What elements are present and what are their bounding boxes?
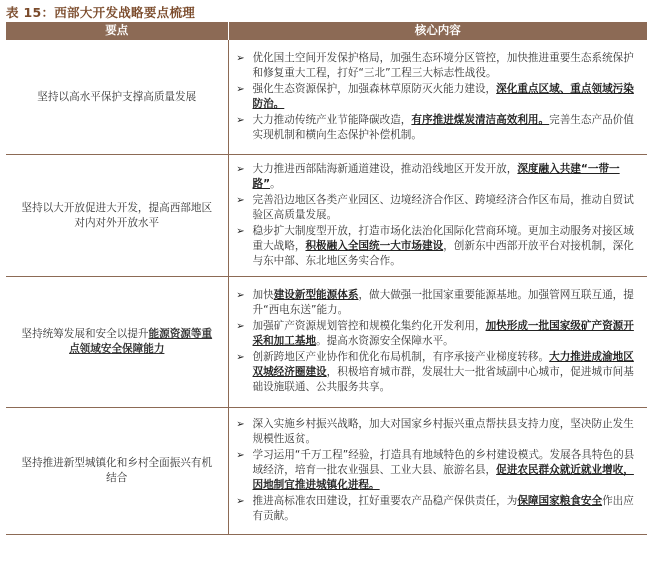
emphasis-text: 积极融入全国统一大市场建设 [305,239,444,252]
text-segment: ，创新东中西部开放平台对接机制，深化与东中部、东北地区务实合作。 [252,239,634,267]
text-segment: ，积极培育城市群，发展壮大一批省域副中心城市，促进城市间基础设施联通、公共服务共享。 [252,366,634,393]
arrow-bullet-icon: ➢ [236,450,245,461]
text-segment: 学习运用“千万工程”经验，打造具有地域特色的乡村建设模式。发展各具特色的县域经济，培育一批农业强县、工业大县、旅游名县， [252,449,635,476]
list-item [229,448,638,493]
list-item [229,417,638,447]
header-key-points: 要点 [6,22,228,40]
arrow-bullet-icon: ➢ [236,290,245,301]
list-item-text [253,224,638,269]
core-content-cell [228,277,647,408]
arrow-bullet-icon: ➢ [236,194,245,206]
arrow-bullet-icon: ➢ [236,114,245,126]
list-item [229,494,638,524]
list-item-text [253,193,638,223]
core-content-cell [228,408,647,535]
text-segment: 完善沿边地区各类产业园区、边境经济合作区、跨境经济合作区布局，推动自贸试验区高质量发展。 [252,193,634,221]
list-item [229,319,638,349]
emphasis-text: 深化重点区域、重点领域污染防治。 [252,82,634,110]
core-content-cell [228,40,647,155]
table-row [6,155,647,277]
list-item-text [253,51,638,81]
emphasis-text: 加快形成一批国家级矿产资源开采和加工基地 [252,320,634,347]
arrow-bullet-icon: ➢ [236,352,245,363]
text-segment: 加快 [252,289,274,301]
core-content-cell [228,155,647,277]
text-segment: 优化国土空间开发保护格局，加强生态环境分区管控，加快推进重要生态系统保护和修复重大工程，打好“三北”工程三大标志性战役。 [252,51,634,79]
text-segment: 强化生态资源保护，加强森林草原防灭火能力建设， [252,82,497,95]
text-segment: 稳步扩大制度型开放，打造市场化法治化国际化营商环境。更加主动服务对接区域重大战略， [252,224,634,252]
arrow-bullet-icon: ➢ [236,419,245,430]
emphasis-text: 能源资源等重点领域安全保障能力 [69,328,213,355]
text-segment: 。 [270,177,281,190]
table-body [6,40,647,535]
text-segment: 坚持推进新型城镇化和乡村全面振兴有机结合 [21,457,213,484]
key-point-cell [6,40,228,155]
emphasis-text: 促进农民群众就近就业增收，因地制宜推进城镇化进程。 [252,464,634,491]
table-title: 表 15：西部大开发战略要点梳理 [6,5,196,20]
arrow-bullet-icon: ➢ [236,163,245,175]
emphasis-text: 大力推进成渝地区双城经济圈建设 [252,351,634,378]
table-header-row [6,22,647,40]
emphasis-text: 保障国家粮食安全 [517,495,603,507]
text-segment: 。提高水资源安全保障水平。 [316,335,454,347]
list-item-text [253,288,638,318]
text-segment: 作出应有贡献。 [252,495,634,522]
arrow-bullet-icon: ➢ [236,321,245,332]
key-point-cell [6,155,228,277]
list-item-text [253,319,638,349]
list-item [229,82,638,112]
list-item [229,288,638,318]
table-row [6,40,647,155]
text-segment: 坚持以高水平保护支撑高质量发展 [37,90,197,103]
arrow-bullet-icon: ➢ [236,225,245,237]
text-segment: 坚持以大开放促进大开发，提高西部地区对内对外开放水平 [21,201,213,229]
text-segment: 大力推进西部陆海新通道建设，推动沿线地区开发开放， [252,162,518,175]
list-item-text [253,350,638,395]
text-segment: ，做大做强一批国家重要能源基地。加强管网互联互通，提升“西电东送”能力。 [252,289,634,316]
list-item [229,193,638,223]
table-row [6,408,647,535]
emphasis-text: 深度融入共建“一带一路” [252,162,620,190]
key-point-cell [6,408,228,535]
text-segment: 大力推动传统产业节能降碳改造， [252,113,412,126]
text-segment: 加强矿产资源规划管控和规模化集约化开发利用， [252,320,486,332]
text-segment: 完善生态产品价值实现机制和横向生态保护补偿机制。 [252,113,634,141]
table-row [6,277,647,408]
list-item [229,113,638,143]
list-item [229,224,638,269]
strategy-table [6,22,647,535]
list-item-text [253,82,638,112]
arrow-bullet-icon: ➢ [236,83,245,95]
text-segment: 坚持统筹发展和安全以提升 [21,328,149,340]
text-segment: 深入实施乡村振兴战略，加大对国家乡村振兴重点帮扶县支持力度，坚决防止发生规模性返贫。 [252,418,634,445]
emphasis-text: 有序推进煤炭清洁高效利用。 [411,113,550,126]
emphasis-text: 建设新型能源体系 [273,289,359,301]
list-item-text [253,417,638,447]
list-item-text [253,162,638,192]
arrow-bullet-icon: ➢ [236,52,245,64]
list-item [229,350,638,395]
text-segment: 创新跨地区产业协作和优化布局机制，有序承接产业梯度转移。 [252,351,550,363]
arrow-bullet-icon: ➢ [236,496,245,507]
list-item [229,51,638,81]
text-segment: 推进高标准农田建设，扛好重要农产品稳产保供责任，为 [252,495,518,507]
list-item-text [253,494,638,524]
key-point-cell [6,277,228,408]
list-item [229,162,638,192]
list-item-text [253,448,638,493]
list-item-text [253,113,638,143]
header-core-content: 核心内容 [228,22,647,40]
